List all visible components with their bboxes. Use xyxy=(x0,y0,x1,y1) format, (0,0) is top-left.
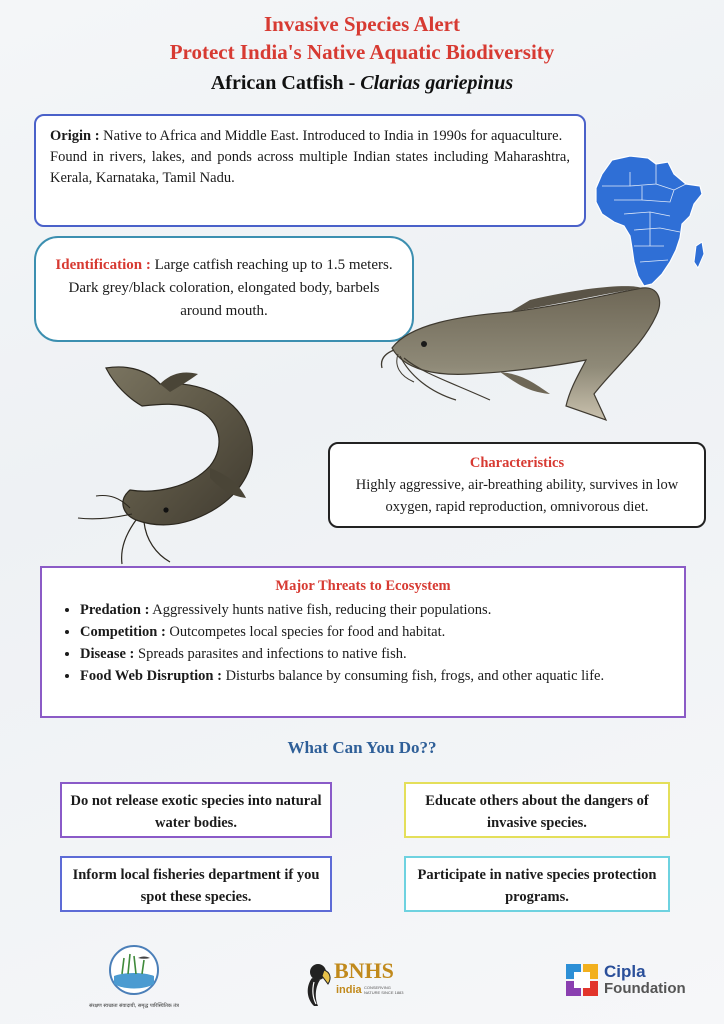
species-title xyxy=(0,72,724,95)
catfish-illustration-right xyxy=(380,276,670,426)
alert-subtitle: Protect India's Native Aquatic Biodiversity xyxy=(169,40,555,64)
threat-text: Aggressively hunts native fish, reducing their populations. xyxy=(152,602,492,618)
bnhs-tagline: CONSERVING NATURE SINCE 1883 xyxy=(364,985,404,995)
action-card-inform: Inform local fisheries department if you spot these species. xyxy=(60,856,332,912)
action-card-educate: Educate others about the dangers of invasive species. xyxy=(404,782,670,838)
threat-label: Competition : xyxy=(80,624,166,640)
threat-text: Spreads parasites and infections to native fish. xyxy=(138,646,407,662)
species-scientific-name: Clarias gariepinus xyxy=(360,72,514,94)
origin-box xyxy=(34,114,586,227)
identification-text: Large catfish reaching up to 1.5 meters. Dark grey/black coloration, elongated body, barbels around mouth. xyxy=(68,257,393,319)
threats-title: Major Threats to Ecosystem xyxy=(275,578,451,594)
threats-list xyxy=(56,599,670,687)
left-logo-caption: संरक्षण स्वच्छता संवादायी, समृद्ध पारिस्थितिक तंत्र xyxy=(89,1003,179,1009)
threat-label: Predation : xyxy=(80,602,150,618)
origin-label: Origin : xyxy=(50,128,100,144)
identification-label: Identification : xyxy=(55,257,151,273)
threat-text: Outcompetes local species for food and habitat. xyxy=(169,624,446,640)
cipla-foundation-logo xyxy=(566,962,696,1002)
characteristics-box xyxy=(328,442,706,528)
threat-item-predation xyxy=(80,599,670,621)
characteristics-text: Highly aggressive, air-breathing ability, survives in low oxygen, rapid reproduction, omnivorous diet. xyxy=(355,477,679,515)
cipla-wordmark: Cipla xyxy=(604,962,646,981)
foundation-wordmark: Foundation xyxy=(604,980,686,997)
identification-box xyxy=(34,236,414,342)
actions-title: What Can You Do?? xyxy=(287,738,437,757)
bnhs-logo xyxy=(300,958,410,1014)
threat-label: Disease : xyxy=(80,646,135,662)
wetland-emblem-icon xyxy=(108,944,160,996)
origin-text-1: Native to Africa and Middle East. Introduced to India in 1990s for aquaculture. xyxy=(103,128,563,144)
catfish-illustration-left xyxy=(70,358,270,568)
species-common-name: African Catfish - xyxy=(210,72,361,94)
alert-title: Invasive Species Alert xyxy=(264,12,460,36)
action-card-participate: Participate in native species protection programs. xyxy=(404,856,670,912)
action-card-no-release: Do not release exotic species into natural water bodies. xyxy=(60,782,332,838)
threat-item-competition xyxy=(80,621,670,643)
threat-item-food-web xyxy=(80,665,670,687)
left-logo xyxy=(74,944,194,1014)
threat-item-disease xyxy=(80,643,670,665)
threats-box xyxy=(40,566,686,718)
threat-label: Food Web Disruption : xyxy=(80,668,222,684)
threat-text: Disturbs balance by consuming fish, frogs, and other aquatic life. xyxy=(225,668,605,684)
bnhs-india: india xyxy=(336,984,362,996)
bnhs-wordmark: BNHS xyxy=(334,958,394,983)
characteristics-label: Characteristics xyxy=(469,455,565,471)
origin-text-2: Found in rivers, lakes, and ponds across multiple Indian states including Maharashtra, Kerala, Karnataka, Tamil Nadu. xyxy=(50,149,570,186)
hornbill-icon xyxy=(300,960,334,1008)
cipla-mark-icon xyxy=(566,964,598,996)
